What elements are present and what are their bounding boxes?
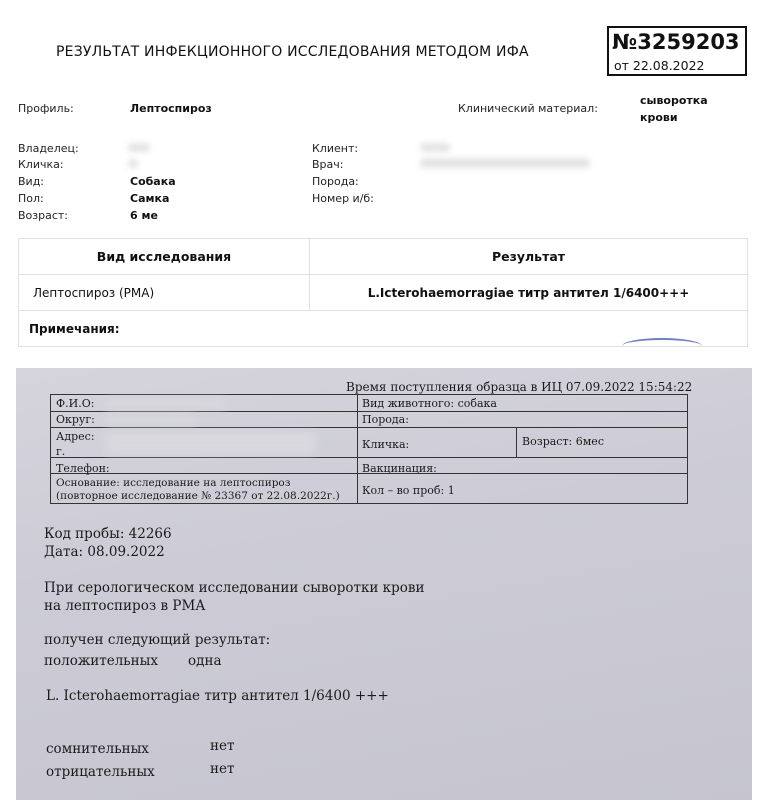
photo-text-line3: получен следующий результат: <box>44 632 271 648</box>
photo-address: Адрес: <box>56 430 95 443</box>
owner-label: Владелец: <box>18 142 79 155</box>
redaction <box>420 158 590 168</box>
redaction <box>420 143 450 152</box>
test-name-cell: Лептоспироз (РМА) <box>19 275 310 311</box>
species-value: Собака <box>130 175 176 188</box>
sex-value: Самка <box>130 192 170 205</box>
col-header-result: Результат <box>310 239 748 275</box>
material-value-line2: крови <box>640 111 678 124</box>
photo-positive-value: одна <box>188 653 222 669</box>
photo-date: Дата: 08.09.2022 <box>44 544 165 560</box>
photo-doubtful-value: нет <box>210 738 235 754</box>
profile-label: Профиль: <box>18 102 74 115</box>
report-number: №3259203 <box>612 30 740 54</box>
photo-negative-value: нет <box>210 761 235 777</box>
redaction <box>106 399 226 408</box>
notes-label: Примечания: <box>19 311 748 347</box>
age-value: 6 ме <box>130 209 158 222</box>
report-date: от 22.08.2022 <box>614 58 705 73</box>
material-value-line1: сыворотка <box>640 94 708 107</box>
photo-text-line1: При серологическом исследовании сыворотки крови <box>44 580 425 596</box>
photo-fio: Ф.И.О: <box>56 397 95 410</box>
photo-sample-count: Кол – во проб: 1 <box>362 484 455 497</box>
stamp-fragment <box>622 338 702 354</box>
profile-value: Лептоспироз <box>130 102 212 115</box>
photo-nickname: Кличка: <box>362 438 410 451</box>
species-label: Вид: <box>18 175 45 188</box>
age-label: Возраст: <box>18 209 69 222</box>
history-number-label: Номер и/б: <box>312 192 374 205</box>
doctor-label: Врач: <box>312 158 344 171</box>
report-title: РЕЗУЛЬТАТ ИНФЕКЦИОННОГО ИССЛЕДОВАНИЯ МЕТОДОМ ИФА <box>56 44 529 60</box>
redaction <box>128 143 150 152</box>
photo-phone: Телефон: <box>56 462 110 475</box>
photo-basis-line1: Основание: исследование на лептоспироз <box>56 477 291 489</box>
lab-document-photo <box>16 368 752 800</box>
nickname-label: Кличка: <box>18 158 64 171</box>
redaction <box>106 432 316 454</box>
photo-sample-code: Код пробы: 42266 <box>44 526 172 542</box>
photo-animal-species: Вид животного: собака <box>362 397 497 410</box>
material-label: Клинический материал: <box>458 102 598 115</box>
photo-result-line: L. Icterohaemorragiae титр антител 1/6400 +++ <box>46 688 389 704</box>
photo-breed: Порода: <box>362 413 409 426</box>
client-label: Клиент: <box>312 142 359 155</box>
photo-basis-line2: (повторное исследование № 23367 от 22.08.2022г.) <box>56 490 340 502</box>
sex-label: Пол: <box>18 192 44 205</box>
breed-label: Порода: <box>312 175 359 188</box>
redaction <box>128 159 138 168</box>
test-result-cell: L.Icterohaemorragiae титр антител 1/6400+++ <box>310 275 748 311</box>
results-table <box>18 238 748 347</box>
photo-city: г. <box>56 445 66 458</box>
photo-okrug: Округ: <box>56 413 95 426</box>
redaction <box>106 415 196 424</box>
photo-text-line2: на лептоспироз в РМА <box>44 598 206 614</box>
photo-positive-label: положительных <box>44 653 158 669</box>
photo-doubtful-label: сомнительных <box>46 741 149 757</box>
photo-negative-label: отрицательных <box>46 764 155 780</box>
col-header-test: Вид исследования <box>19 239 310 275</box>
photo-received-time: Время поступления образца в ИЦ 07.09.2022 15:54:22 <box>346 380 693 394</box>
photo-age: Возраст: 6мес <box>522 435 604 448</box>
photo-vaccination: Вакцинация: <box>362 462 437 475</box>
